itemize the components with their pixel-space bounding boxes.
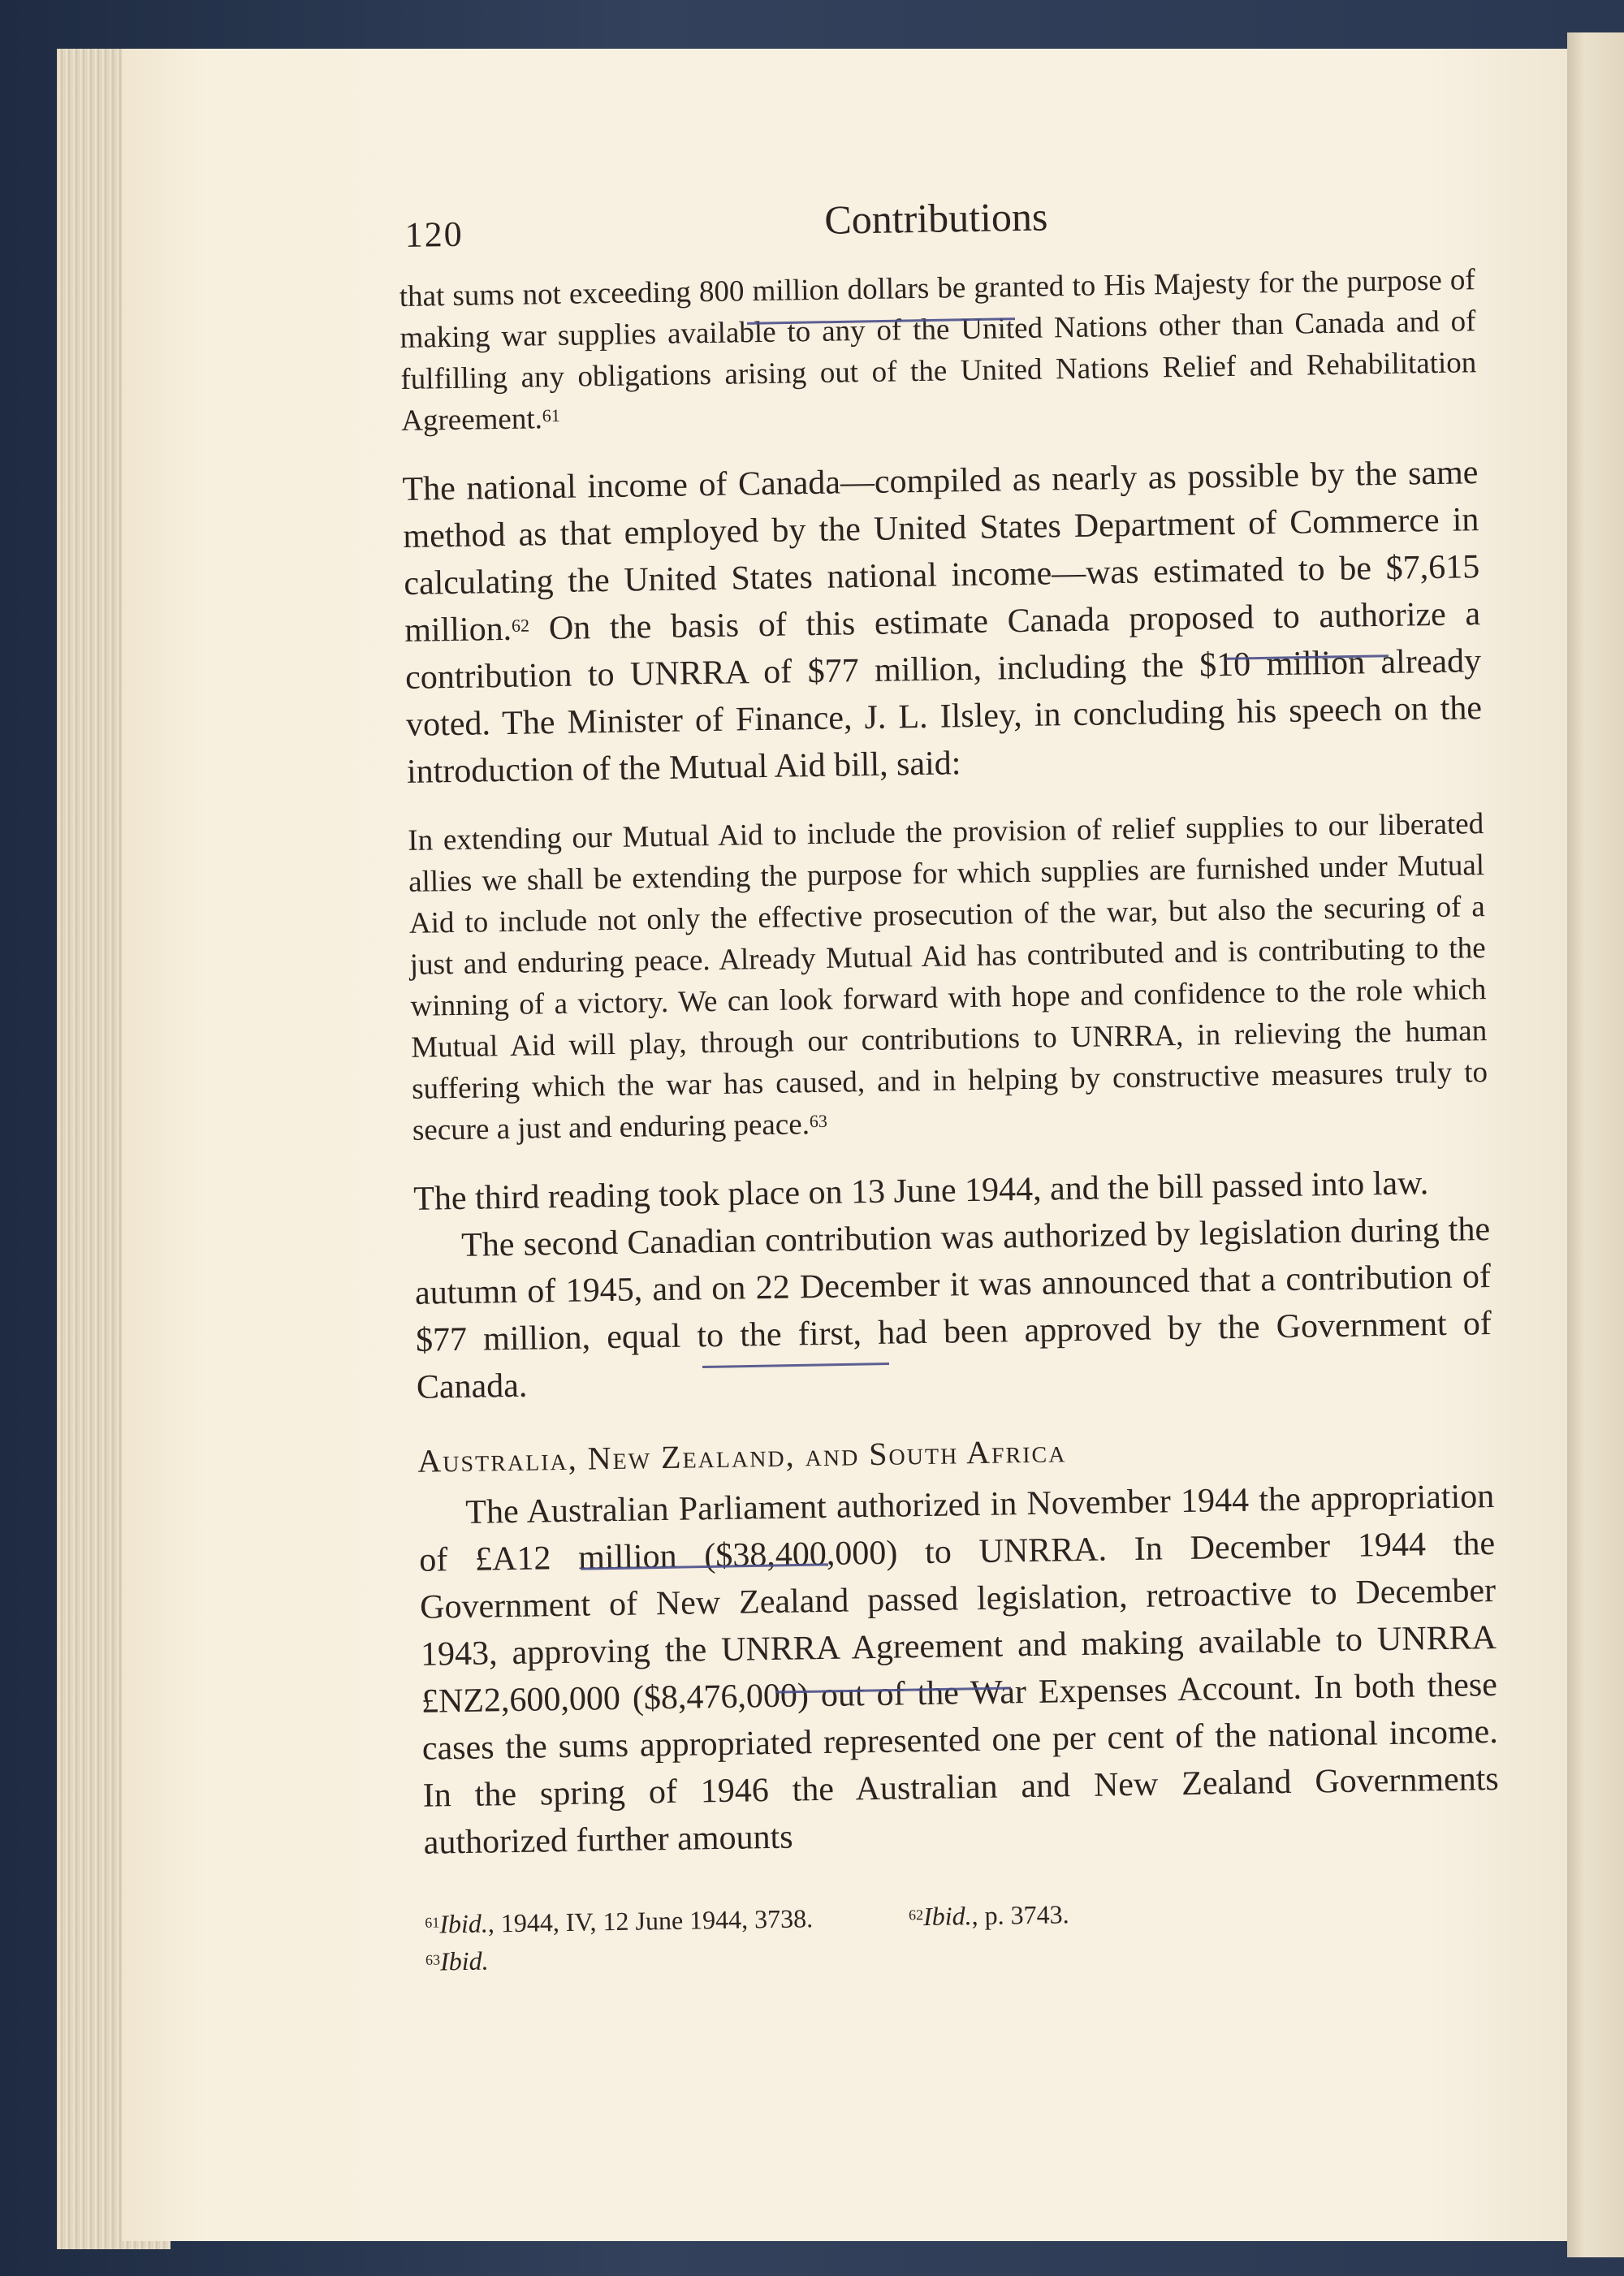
footnote-62-mark: 62 (908, 1907, 924, 1924)
block-quote-1 (399, 259, 1477, 442)
paragraph-1 (402, 449, 1483, 796)
paragraph-1-text-b: On the basis of this estimate Canada proposed to authorize a contribution to UNRRA of $77 million, including the $10 million already voted. The Minister of Finance, J. L. Ilsley, in concluding his speech on the introduction of the Mutual Aid bill, said: (404, 595, 1483, 791)
footnote-63-mark: 63 (425, 1951, 441, 1968)
note-ref-61: 61 (542, 404, 560, 426)
footnote-61 (425, 1899, 814, 1943)
page-number: 120 (404, 214, 464, 255)
paragraph-3: The second Canadian contribution was authorized by legislation during the autumn of 1945, and on 22 December it was announced that a contribution of $77 million, equal to the first, had been approved by the Government of Canada. (414, 1211, 1492, 1406)
footnote-62 (909, 1895, 1069, 1935)
block-quote-1-text: that sums not exceeding 800 million dollars be granted to His Majesty for the purpose of making war supplies available to any of the United Nations other than Canada and of fulfilling any obligations arising out of the United Nations Relief and Rehabilitation Agreement. (399, 263, 1477, 438)
block-quote-2-text: In extending our Mutual Aid to include the provision of relief supplies to our liberated allies we shall be extending the purpose for which supplies are furnished under Mutual Aid to include not only the effective prosecution of the war, but also the securing of a just and enduring peace. Already Mutual Aid has contributed and is contributing to the winning of a victory. We can look forward with hope and confidence to the role which Mutual Aid will play, through our contributions to UNRRA, in relieving the human suffering which the war has caused, and in helping by constructive measures truly to secure a just and enduring peace. (408, 807, 1488, 1147)
footnote-61-mark: 61 (425, 1914, 440, 1931)
facing-page-edge (1567, 32, 1624, 2257)
paragraph-1-text-a: The national income of Canada—compiled as nearly as possible by the same method as that employed by the United States Department of Commerce in calculating the United States national income—was estimated to be $7,615 million. (402, 454, 1480, 650)
footnote-61-rest: , 1944, IV, 12 June 1944, 3738. (487, 1903, 814, 1938)
footnote-62-source: Ibid. (922, 1901, 972, 1932)
footnote-63 (425, 1942, 489, 1980)
footnote-63-source: Ibid. (439, 1946, 489, 1976)
running-head: Contributions (823, 193, 1048, 243)
section-heading: Australia, New Zealand, and South Africa (417, 1432, 1067, 1479)
footnote-62-rest: , p. 3743. (971, 1899, 1069, 1931)
note-ref-63: 63 (809, 1110, 828, 1132)
footnote-61-source: Ibid. (439, 1908, 489, 1939)
block-quote-2 (408, 803, 1488, 1151)
paragraph-4: The Australian Parliament authorized in November 1944 the appropriation of £A12 million ($38,400,000) to UNRRA. In December 1944 the Government of New Zealand passed legislation, retroactive to December 1943, approving the UNRRA Agreement and making available to UNRRA £NZ2,600,000 ($8,476,000) out of the War Expenses Account. In both these cases the sums appropriated represented one per cent of the national income. In the spring of 1946 the Australian and New Zealand Governments authorized further amounts (418, 1477, 1500, 1862)
paragraph-2: The third reading took place on 13 June 1944, and the bill passed into law. (412, 1164, 1429, 1218)
page-content (398, 186, 1501, 1980)
note-ref-62: 62 (511, 615, 530, 636)
